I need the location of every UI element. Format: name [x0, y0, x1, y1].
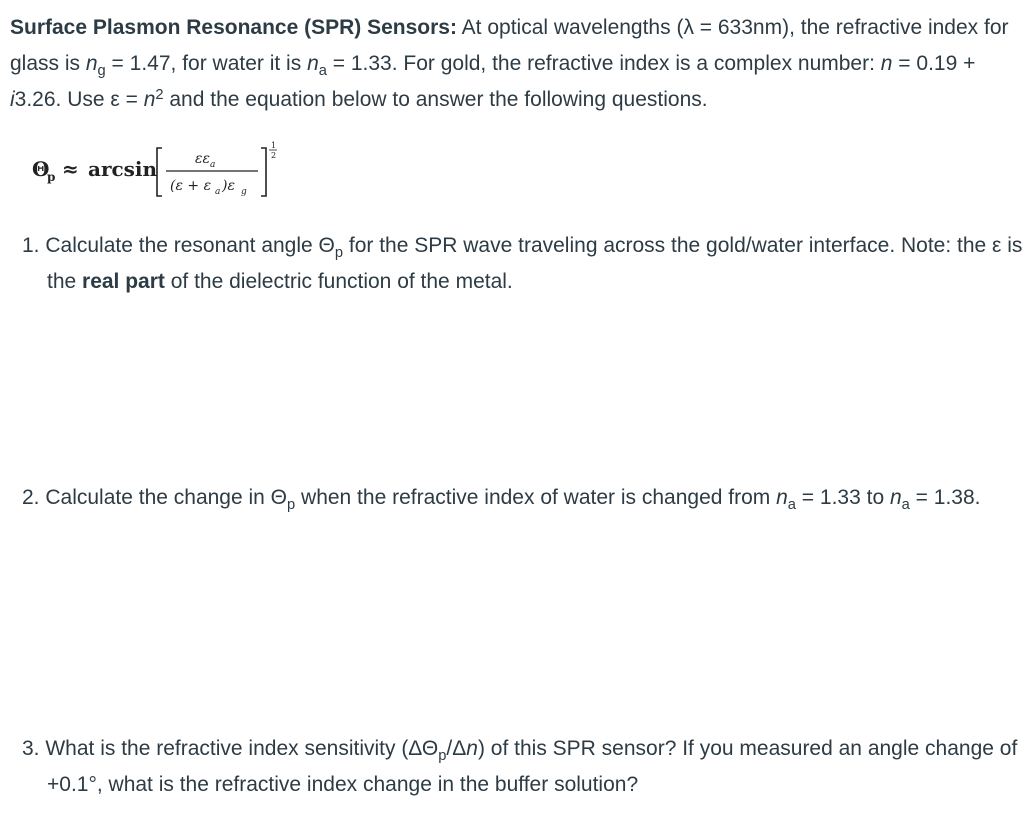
intro-text-1: At optical wavelengths (λ = 633nm), the refractive index for glass is: [10, 16, 1009, 75]
intro-text-5: 3.26. Use ε =: [14, 88, 144, 111]
question-2-text-a: Calculate the change in Θ: [39, 486, 288, 509]
question-1-text-a: Calculate the resonant angle Θ: [39, 234, 335, 257]
n-squared-symbol: n: [143, 88, 156, 111]
question-1: [22, 228, 1024, 300]
glass-index-symbol: n: [85, 52, 98, 75]
question-3-index-symbol: n: [466, 737, 478, 760]
intro-text-3: = 1.33. For gold, the refractive index is a complex number:: [326, 52, 881, 75]
question-2-text-b: when the refractive index of water is changed from: [295, 486, 777, 509]
question-3-text-b: /Δ: [446, 737, 467, 760]
imaginary-unit: i: [10, 88, 15, 111]
question-1-text-b: for the SPR wave traveling across the gold/water interface. Note: the ε is the: [47, 234, 1023, 293]
spr-angle-equation: [32, 136, 332, 216]
intro-text-4: = 0.19 +: [892, 52, 976, 75]
gold-index-symbol: n: [880, 52, 893, 75]
eq-exponent-numerator: 1: [271, 141, 277, 150]
question-2-index-symbol-2: n: [889, 486, 902, 509]
question-2-theta-subscript: p: [287, 497, 296, 514]
question-2: [22, 480, 1024, 516]
question-2-number: 2.: [22, 486, 40, 509]
eq-numerator-subscript: a: [210, 160, 216, 170]
eq-denominator-b-subscript: g: [241, 187, 247, 197]
question-3-text-c: ) of this SPR sensor? If you measured an angle change of +0.1°, what is the refractive index change in the buffer solution?: [47, 737, 1018, 796]
eq-exponent-denominator: 2: [271, 151, 277, 160]
eq-theta-subscript: p: [47, 170, 56, 184]
question-1-bold-text: real part: [82, 270, 165, 293]
eq-numerator: εε: [195, 151, 211, 167]
glass-index-subscript: g: [97, 63, 106, 80]
eq-approx: ≈: [62, 157, 79, 181]
question-3-text-a: What is the refractive index sensitivity (ΔΘ: [39, 737, 439, 760]
question-2-index-subscript-2: a: [901, 497, 910, 514]
question-2-text-c: = 1.33 to: [795, 486, 890, 509]
intro-paragraph: [10, 10, 1014, 118]
intro-title: Surface Plasmon Resonance (SPR) Sensors:: [10, 16, 457, 39]
question-1-text-c: of the dielectric function of the metal.: [164, 270, 513, 293]
eq-arcsin: arcsin: [88, 157, 158, 181]
question-1-number: 1.: [22, 234, 40, 257]
question-3-theta-subscript: p: [438, 748, 447, 765]
question-3: [22, 731, 1024, 803]
question-2-index-symbol-1: n: [776, 486, 788, 509]
intro-text-6: and the equation below to answer the following questions.: [163, 88, 708, 111]
n-squared-exponent: 2: [155, 87, 164, 104]
intro-text-2: = 1.47, for water it is: [105, 52, 308, 75]
equation-graphic: [32, 136, 332, 216]
eq-left-bracket: [157, 148, 162, 196]
eq-right-bracket: [261, 148, 266, 196]
eq-denominator-a-subscript: a: [215, 187, 221, 197]
eq-theta: Θ: [32, 157, 50, 181]
eq-denominator-a: (ε + ε: [170, 178, 212, 194]
question-1-theta-subscript: p: [334, 245, 344, 262]
question-2-text-d: = 1.38.: [909, 486, 981, 509]
water-index-subscript: a: [318, 63, 327, 80]
eq-denominator-b: )ε: [222, 178, 235, 194]
question-2-index-subscript-1: a: [787, 497, 796, 514]
water-index-symbol: n: [307, 52, 319, 75]
question-3-number: 3.: [22, 737, 40, 760]
